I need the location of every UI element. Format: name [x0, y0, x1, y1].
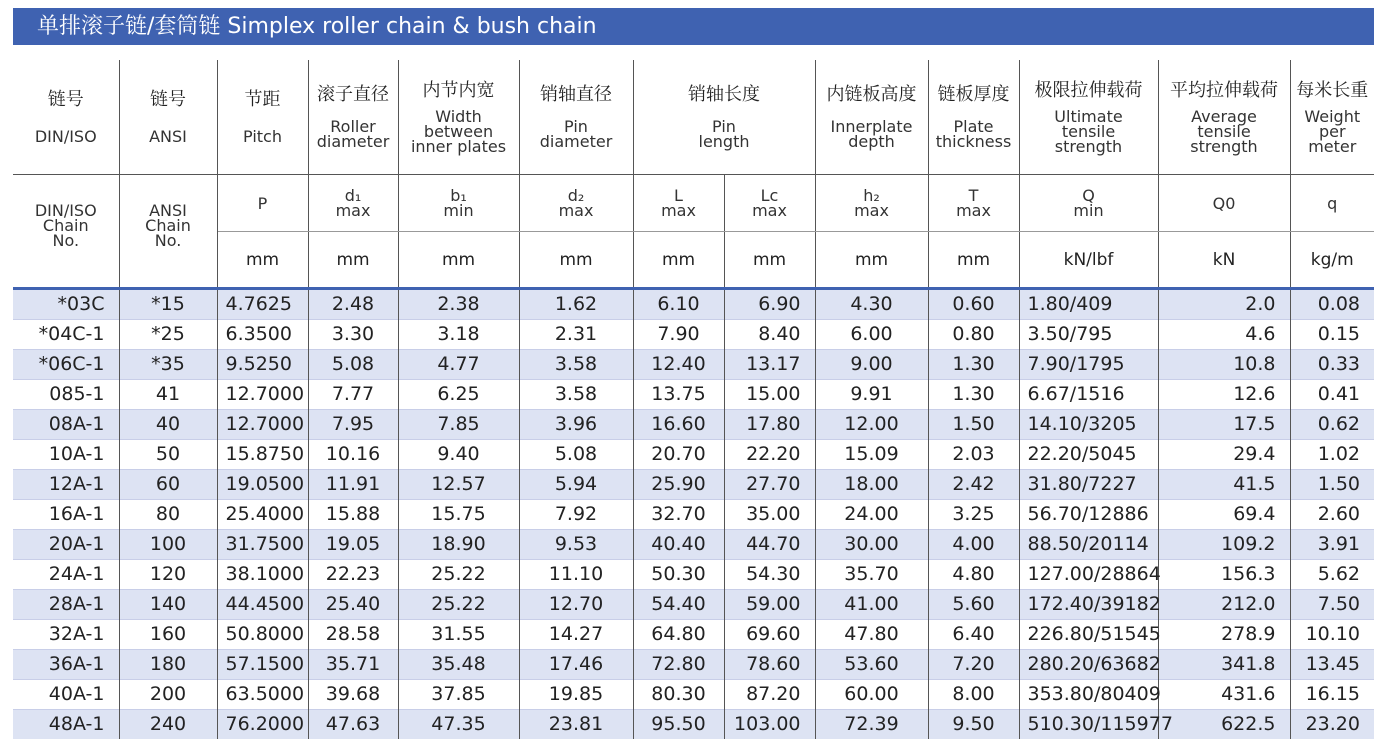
- symbol-din-chain-no: DIN/ISO Chain No.: [13, 175, 119, 289]
- cell-pin-length-l: 25.90: [633, 470, 724, 500]
- header-ultimate-strength: 极限拉伸载荷 Ultimate tensile strength: [1019, 60, 1158, 175]
- cell-plate-thickness: 0.60: [928, 289, 1019, 320]
- cell-inner-width: 3.18: [398, 320, 519, 350]
- table-row: [13, 650, 1374, 680]
- cell-ansi-chain-no: *25: [119, 320, 217, 350]
- cell-inner-width: 31.55: [398, 620, 519, 650]
- cell-pitch: 6.3500: [217, 320, 308, 350]
- cell-pitch: 44.4500: [217, 590, 308, 620]
- cell-innerplate-depth: 47.80: [815, 620, 928, 650]
- cell-pin-length-l: 54.40: [633, 590, 724, 620]
- cell-roller-diameter: 47.63: [308, 710, 398, 740]
- cell-pin-diameter: 23.81: [519, 710, 633, 740]
- cell-pin-length-lc: 44.70: [724, 530, 815, 560]
- cell-innerplate-depth: 18.00: [815, 470, 928, 500]
- header-roller-diameter: 滚子直径 Roller diameter: [308, 60, 398, 175]
- cell-roller-diameter: 15.88: [308, 500, 398, 530]
- cell-pitch: 63.5000: [217, 680, 308, 710]
- cell-average-strength: 212.0: [1158, 590, 1290, 620]
- cell-inner-width: 4.77: [398, 350, 519, 380]
- cell-din-chain-no: *06C-1: [13, 350, 119, 380]
- cell-average-strength: 29.4: [1158, 440, 1290, 470]
- unit-d1: mm: [308, 232, 398, 289]
- cell-ansi-chain-no: 200: [119, 680, 217, 710]
- unit-p: mm: [217, 232, 308, 289]
- cell-inner-width: 35.48: [398, 650, 519, 680]
- cell-din-chain-no: 24A-1: [13, 560, 119, 590]
- cell-pin-length-l: 72.80: [633, 650, 724, 680]
- cell-pitch: 12.7000: [217, 380, 308, 410]
- cell-pin-diameter: 1.62: [519, 289, 633, 320]
- table-row: [13, 590, 1374, 620]
- cell-ansi-chain-no: 41: [119, 380, 217, 410]
- cell-ultimate-strength: 353.80/80409: [1019, 680, 1158, 710]
- cell-pin-length-lc: 54.30: [724, 560, 815, 590]
- cell-roller-diameter: 7.77: [308, 380, 398, 410]
- cell-ultimate-strength: 7.90/1795: [1019, 350, 1158, 380]
- cell-inner-width: 12.57: [398, 470, 519, 500]
- cell-innerplate-depth: 60.00: [815, 680, 928, 710]
- cell-pin-diameter: 7.92: [519, 500, 633, 530]
- cell-pitch: 19.0500: [217, 470, 308, 500]
- cell-roller-diameter: 28.58: [308, 620, 398, 650]
- cell-pin-length-lc: 27.70: [724, 470, 815, 500]
- unit-h2: mm: [815, 232, 928, 289]
- symbol-lc: Lc max: [724, 175, 815, 232]
- table-row: [13, 410, 1374, 440]
- header-pin-length: 销轴长度 Pin length: [633, 60, 815, 175]
- cell-innerplate-depth: 24.00: [815, 500, 928, 530]
- cell-pin-length-l: 20.70: [633, 440, 724, 470]
- cell-pin-length-l: 7.90: [633, 320, 724, 350]
- cell-average-strength: 2.0: [1158, 289, 1290, 320]
- cell-ansi-chain-no: *15: [119, 289, 217, 320]
- symbol-q: Q min: [1019, 175, 1158, 232]
- cell-din-chain-no: *04C-1: [13, 320, 119, 350]
- cell-inner-width: 25.22: [398, 590, 519, 620]
- cell-ansi-chain-no: 80: [119, 500, 217, 530]
- cell-average-strength: 156.3: [1158, 560, 1290, 590]
- cell-pitch: 31.7500: [217, 530, 308, 560]
- cell-pin-diameter: 19.85: [519, 680, 633, 710]
- cell-pin-length-lc: 15.00: [724, 380, 815, 410]
- cell-pin-length-l: 95.50: [633, 710, 724, 740]
- table-row: [13, 560, 1374, 590]
- cell-din-chain-no: 08A-1: [13, 410, 119, 440]
- table-row: [13, 620, 1374, 650]
- cell-pin-length-lc: 17.80: [724, 410, 815, 440]
- cell-plate-thickness: 9.50: [928, 710, 1019, 740]
- cell-pin-diameter: 3.96: [519, 410, 633, 440]
- cell-weight-per-meter: 0.15: [1290, 320, 1374, 350]
- cell-pin-diameter: 14.27: [519, 620, 633, 650]
- cell-ansi-chain-no: 100: [119, 530, 217, 560]
- cell-weight-per-meter: 16.15: [1290, 680, 1374, 710]
- cell-pitch: 4.7625: [217, 289, 308, 320]
- header-row-units: [13, 232, 1374, 289]
- table-title: 单排滚子链/套筒链 Simplex roller chain & bush chain: [13, 8, 1374, 45]
- symbol-q0: Q0: [1158, 175, 1290, 232]
- cell-pin-diameter: 3.58: [519, 380, 633, 410]
- unit-q0: kN: [1158, 232, 1290, 289]
- table-row: [13, 380, 1374, 410]
- table-row: [13, 320, 1374, 350]
- table-row: [13, 440, 1374, 470]
- cell-ansi-chain-no: 160: [119, 620, 217, 650]
- header-row-names: [13, 60, 1374, 175]
- cell-ultimate-strength: 510.30/115977: [1019, 710, 1158, 740]
- cell-inner-width: 37.85: [398, 680, 519, 710]
- cell-pin-length-lc: 103.00: [724, 710, 815, 740]
- cell-weight-per-meter: 0.08: [1290, 289, 1374, 320]
- cell-pitch: 12.7000: [217, 410, 308, 440]
- symbol-t: T max: [928, 175, 1019, 232]
- cell-inner-width: 25.22: [398, 560, 519, 590]
- cell-pin-diameter: 12.70: [519, 590, 633, 620]
- cell-average-strength: 431.6: [1158, 680, 1290, 710]
- cell-average-strength: 278.9: [1158, 620, 1290, 650]
- cell-pin-length-lc: 8.40: [724, 320, 815, 350]
- cell-pin-length-lc: 22.20: [724, 440, 815, 470]
- cell-weight-per-meter: 0.62: [1290, 410, 1374, 440]
- cell-pitch: 57.1500: [217, 650, 308, 680]
- cell-inner-width: 18.90: [398, 530, 519, 560]
- cell-roller-diameter: 11.91: [308, 470, 398, 500]
- header-weight-per-meter: 每米长重 Weight per meter: [1290, 60, 1374, 175]
- cell-pin-length-lc: 78.60: [724, 650, 815, 680]
- symbol-h2: h₂ max: [815, 175, 928, 232]
- unit-t: mm: [928, 232, 1019, 289]
- unit-b1: mm: [398, 232, 519, 289]
- cell-plate-thickness: 0.80: [928, 320, 1019, 350]
- cell-innerplate-depth: 4.30: [815, 289, 928, 320]
- symbol-q-weight: q: [1290, 175, 1374, 232]
- header-pitch: 节距 Pitch: [217, 60, 308, 175]
- cell-ultimate-strength: 127.00/28864: [1019, 560, 1158, 590]
- cell-pitch: 9.5250: [217, 350, 308, 380]
- cell-inner-width: 7.85: [398, 410, 519, 440]
- cell-innerplate-depth: 9.00: [815, 350, 928, 380]
- cell-ultimate-strength: 31.80/7227: [1019, 470, 1158, 500]
- cell-roller-diameter: 3.30: [308, 320, 398, 350]
- cell-pitch: 76.2000: [217, 710, 308, 740]
- table-row: [13, 530, 1374, 560]
- cell-pin-length-l: 6.10: [633, 289, 724, 320]
- cell-pin-length-lc: 6.90: [724, 289, 815, 320]
- symbol-p: P: [217, 175, 308, 232]
- header-innerplate-depth: 内链板高度 Innerplate depth: [815, 60, 928, 175]
- cell-average-strength: 41.5: [1158, 470, 1290, 500]
- cell-plate-thickness: 1.50: [928, 410, 1019, 440]
- cell-pin-length-l: 64.80: [633, 620, 724, 650]
- cell-plate-thickness: 1.30: [928, 350, 1019, 380]
- cell-plate-thickness: 4.80: [928, 560, 1019, 590]
- symbol-d1: d₁ max: [308, 175, 398, 232]
- cell-pin-length-lc: 59.00: [724, 590, 815, 620]
- unit-l: mm: [633, 232, 724, 289]
- cell-pin-length-l: 13.75: [633, 380, 724, 410]
- cell-pin-length-l: 32.70: [633, 500, 724, 530]
- cell-ansi-chain-no: 140: [119, 590, 217, 620]
- table-row: [13, 470, 1374, 500]
- cell-average-strength: 12.6: [1158, 380, 1290, 410]
- cell-inner-width: 6.25: [398, 380, 519, 410]
- cell-weight-per-meter: 5.62: [1290, 560, 1374, 590]
- cell-innerplate-depth: 15.09: [815, 440, 928, 470]
- cell-innerplate-depth: 6.00: [815, 320, 928, 350]
- cell-weight-per-meter: 3.91: [1290, 530, 1374, 560]
- cell-average-strength: 109.2: [1158, 530, 1290, 560]
- cell-pin-length-l: 12.40: [633, 350, 724, 380]
- cell-weight-per-meter: 1.02: [1290, 440, 1374, 470]
- cell-ultimate-strength: 1.80/409: [1019, 289, 1158, 320]
- unit-q-weight: kg/m: [1290, 232, 1374, 289]
- cell-ansi-chain-no: 50: [119, 440, 217, 470]
- cell-din-chain-no: 32A-1: [13, 620, 119, 650]
- cell-ansi-chain-no: 180: [119, 650, 217, 680]
- cell-ultimate-strength: 280.20/63682: [1019, 650, 1158, 680]
- cell-din-chain-no: 36A-1: [13, 650, 119, 680]
- table-row: [13, 350, 1374, 380]
- cell-innerplate-depth: 72.39: [815, 710, 928, 740]
- cell-pin-length-lc: 69.60: [724, 620, 815, 650]
- header-average-strength: 平均拉伸载荷 Average tensile strength: [1158, 60, 1290, 175]
- cell-ultimate-strength: 172.40/39182: [1019, 590, 1158, 620]
- cell-inner-width: 15.75: [398, 500, 519, 530]
- chain-spec-table: [13, 60, 1374, 739]
- cell-pin-length-l: 80.30: [633, 680, 724, 710]
- cell-plate-thickness: 7.20: [928, 650, 1019, 680]
- cell-roller-diameter: 39.68: [308, 680, 398, 710]
- cell-average-strength: 17.5: [1158, 410, 1290, 440]
- cell-plate-thickness: 2.03: [928, 440, 1019, 470]
- cell-ultimate-strength: 226.80/51545: [1019, 620, 1158, 650]
- cell-roller-diameter: 2.48: [308, 289, 398, 320]
- cell-plate-thickness: 1.30: [928, 380, 1019, 410]
- cell-roller-diameter: 10.16: [308, 440, 398, 470]
- cell-average-strength: 341.8: [1158, 650, 1290, 680]
- cell-innerplate-depth: 12.00: [815, 410, 928, 440]
- header-row-symbols: [13, 175, 1374, 232]
- unit-q: kN/lbf: [1019, 232, 1158, 289]
- cell-pin-diameter: 3.58: [519, 350, 633, 380]
- cell-innerplate-depth: 9.91: [815, 380, 928, 410]
- cell-ultimate-strength: 6.67/1516: [1019, 380, 1158, 410]
- cell-pin-length-l: 50.30: [633, 560, 724, 590]
- cell-pin-diameter: 11.10: [519, 560, 633, 590]
- cell-average-strength: 622.5: [1158, 710, 1290, 740]
- table-row: [13, 289, 1374, 320]
- header-pin-diameter: 销轴直径 Pin diameter: [519, 60, 633, 175]
- cell-weight-per-meter: 0.41: [1290, 380, 1374, 410]
- header-ansi: 链号 ANSI: [119, 60, 217, 175]
- cell-innerplate-depth: 41.00: [815, 590, 928, 620]
- cell-ultimate-strength: 3.50/795: [1019, 320, 1158, 350]
- cell-ansi-chain-no: *35: [119, 350, 217, 380]
- cell-inner-width: 9.40: [398, 440, 519, 470]
- cell-weight-per-meter: 7.50: [1290, 590, 1374, 620]
- cell-ultimate-strength: 88.50/20114: [1019, 530, 1158, 560]
- cell-pitch: 15.8750: [217, 440, 308, 470]
- cell-weight-per-meter: 1.50: [1290, 470, 1374, 500]
- header-inner-width: 内节内宽 Width between inner plates: [398, 60, 519, 175]
- cell-plate-thickness: 2.42: [928, 470, 1019, 500]
- cell-ansi-chain-no: 240: [119, 710, 217, 740]
- data-body: [13, 289, 1374, 740]
- table-row: [13, 500, 1374, 530]
- symbol-l: L max: [633, 175, 724, 232]
- cell-average-strength: 69.4: [1158, 500, 1290, 530]
- cell-inner-width: 2.38: [398, 289, 519, 320]
- cell-plate-thickness: 3.25: [928, 500, 1019, 530]
- cell-average-strength: 10.8: [1158, 350, 1290, 380]
- cell-roller-diameter: 22.23: [308, 560, 398, 590]
- cell-weight-per-meter: 0.33: [1290, 350, 1374, 380]
- cell-plate-thickness: 5.60: [928, 590, 1019, 620]
- cell-innerplate-depth: 30.00: [815, 530, 928, 560]
- cell-pin-diameter: 9.53: [519, 530, 633, 560]
- cell-din-chain-no: *03C: [13, 289, 119, 320]
- cell-din-chain-no: 12A-1: [13, 470, 119, 500]
- cell-din-chain-no: 48A-1: [13, 710, 119, 740]
- header-plate-thickness: 链板厚度 Plate thickness: [928, 60, 1019, 175]
- cell-roller-diameter: 5.08: [308, 350, 398, 380]
- cell-roller-diameter: 19.05: [308, 530, 398, 560]
- cell-ultimate-strength: 56.70/12886: [1019, 500, 1158, 530]
- cell-innerplate-depth: 35.70: [815, 560, 928, 590]
- symbol-d2: d₂ max: [519, 175, 633, 232]
- cell-ansi-chain-no: 40: [119, 410, 217, 440]
- cell-plate-thickness: 6.40: [928, 620, 1019, 650]
- cell-plate-thickness: 8.00: [928, 680, 1019, 710]
- table-row: [13, 710, 1374, 740]
- cell-pin-length-l: 40.40: [633, 530, 724, 560]
- unit-d2: mm: [519, 232, 633, 289]
- cell-roller-diameter: 35.71: [308, 650, 398, 680]
- cell-weight-per-meter: 2.60: [1290, 500, 1374, 530]
- cell-pin-length-lc: 87.20: [724, 680, 815, 710]
- cell-ansi-chain-no: 60: [119, 470, 217, 500]
- cell-weight-per-meter: 23.20: [1290, 710, 1374, 740]
- cell-din-chain-no: 20A-1: [13, 530, 119, 560]
- cell-roller-diameter: 7.95: [308, 410, 398, 440]
- cell-innerplate-depth: 53.60: [815, 650, 928, 680]
- cell-plate-thickness: 4.00: [928, 530, 1019, 560]
- table-row: [13, 680, 1374, 710]
- cell-pin-diameter: 5.94: [519, 470, 633, 500]
- cell-pitch: 38.1000: [217, 560, 308, 590]
- symbol-b1: b₁ min: [398, 175, 519, 232]
- cell-pitch: 50.8000: [217, 620, 308, 650]
- cell-din-chain-no: 16A-1: [13, 500, 119, 530]
- cell-weight-per-meter: 10.10: [1290, 620, 1374, 650]
- symbol-ansi-chain-no: ANSI Chain No.: [119, 175, 217, 289]
- cell-din-chain-no: 085-1: [13, 380, 119, 410]
- cell-pin-diameter: 2.31: [519, 320, 633, 350]
- cell-din-chain-no: 28A-1: [13, 590, 119, 620]
- cell-din-chain-no: 40A-1: [13, 680, 119, 710]
- cell-ultimate-strength: 14.10/3205: [1019, 410, 1158, 440]
- cell-pin-length-l: 16.60: [633, 410, 724, 440]
- cell-pin-length-lc: 13.17: [724, 350, 815, 380]
- cell-pitch: 25.4000: [217, 500, 308, 530]
- cell-ansi-chain-no: 120: [119, 560, 217, 590]
- cell-ultimate-strength: 22.20/5045: [1019, 440, 1158, 470]
- cell-weight-per-meter: 13.45: [1290, 650, 1374, 680]
- cell-inner-width: 47.35: [398, 710, 519, 740]
- cell-average-strength: 4.6: [1158, 320, 1290, 350]
- cell-pin-diameter: 17.46: [519, 650, 633, 680]
- cell-din-chain-no: 10A-1: [13, 440, 119, 470]
- cell-pin-length-lc: 35.00: [724, 500, 815, 530]
- header-din: 链号 DIN/ISO: [13, 60, 119, 175]
- cell-pin-diameter: 5.08: [519, 440, 633, 470]
- unit-lc: mm: [724, 232, 815, 289]
- cell-roller-diameter: 25.40: [308, 590, 398, 620]
